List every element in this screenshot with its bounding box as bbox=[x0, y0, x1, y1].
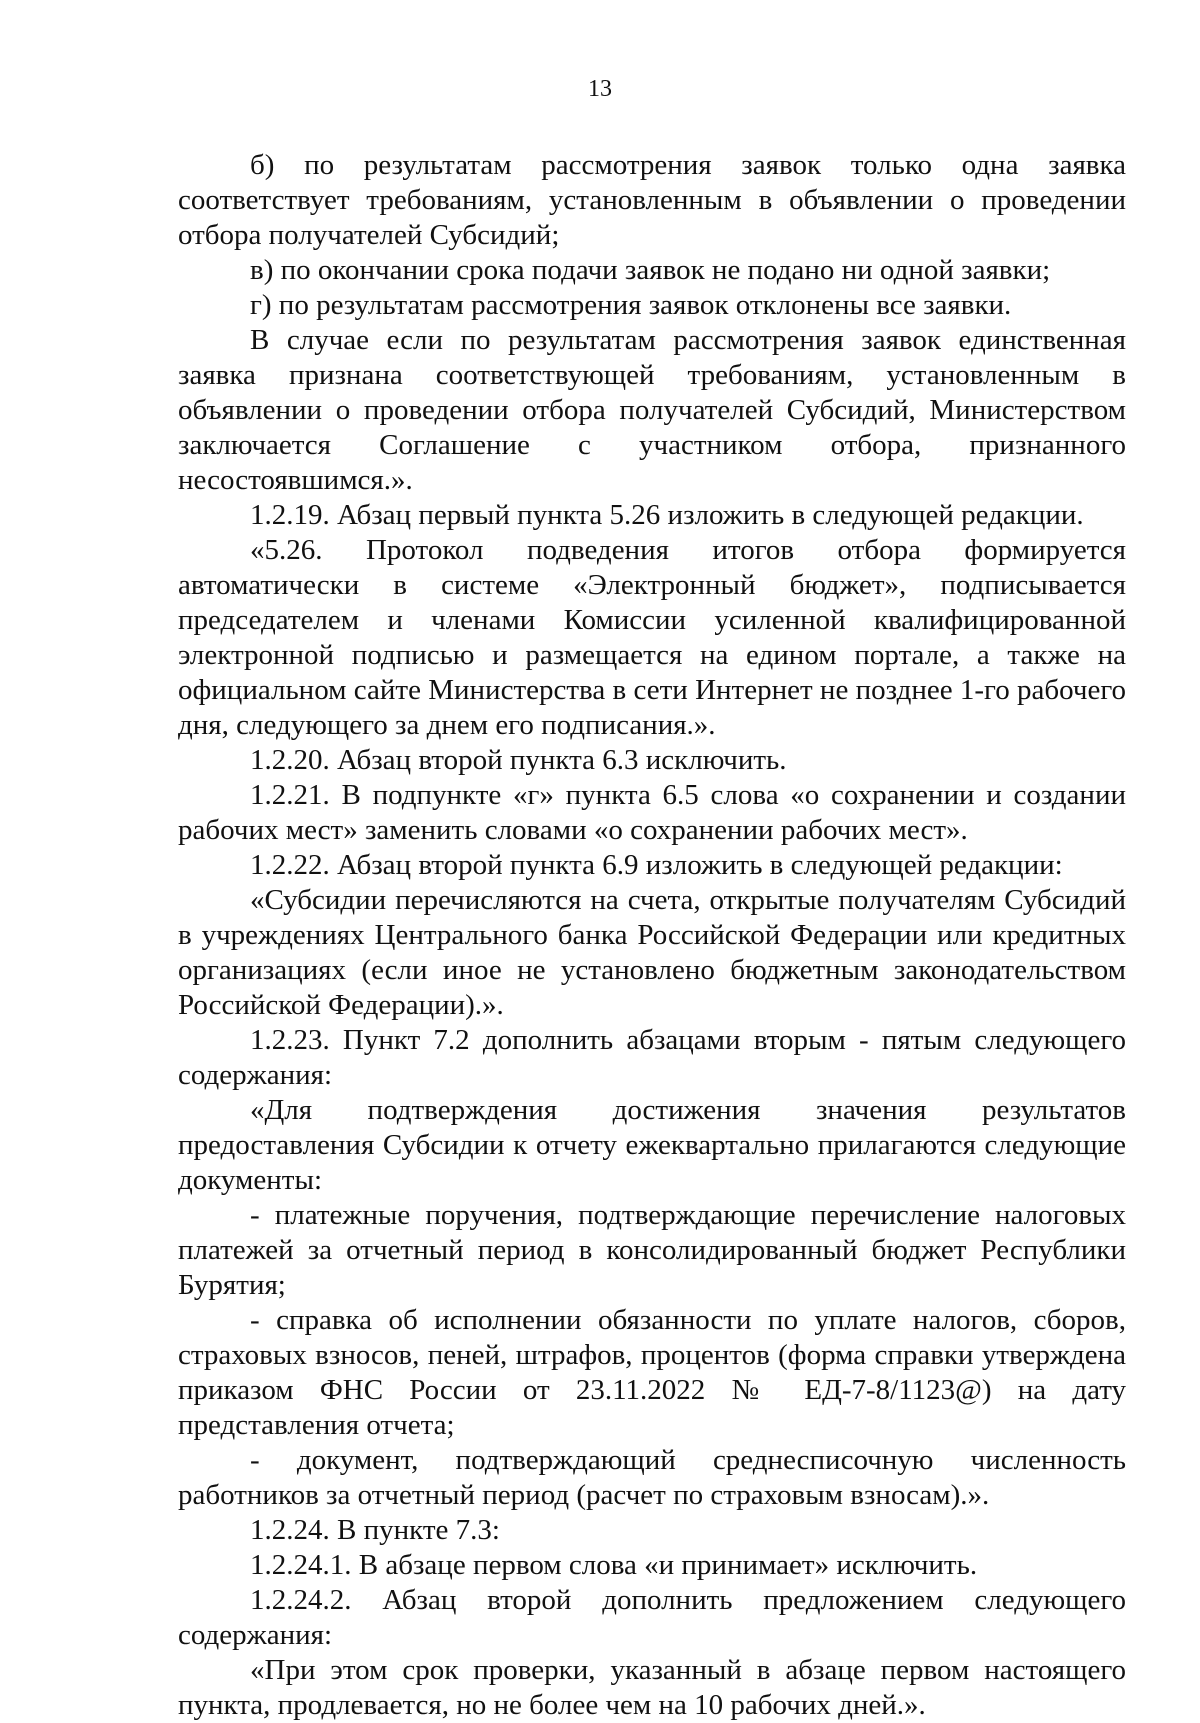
list-item-headcount-document: - документ, подтверждающий среднесписочную численность работников за отчетный период (расчет по страховым взносам).». bbox=[178, 1444, 1126, 1511]
paragraph-failed-selection: В случае если по результатам рассмотрения заявок единственная заявка признана соответствующей требованиям, установленным в объявлении о проведении отбора получателей Субсидий, Министерством заключается Соглашение с участником отбора, признанного несостоявшимся.». bbox=[178, 324, 1126, 496]
list-item-payment-orders: - платежные поручения, подтверждающие перечисление налоговых платежей за отчетный период в консолидированный бюджет Республики Бурятия; bbox=[178, 1199, 1126, 1301]
paragraph-1-2-19: 1.2.19. Абзац первый пункта 5.26 изложить в следующей редакции. bbox=[250, 499, 1084, 531]
paragraph-1-2-24-1: 1.2.24.1. В абзаце первом слова «и принимает» исключить. bbox=[250, 1549, 978, 1581]
paragraph-1-2-21: 1.2.21. В подпункте «г» пункта 6.5 слова «о сохранении и создании рабочих мест» заменить словами «о сохранении рабочих мест». bbox=[178, 779, 1126, 846]
paragraph-1-2-23: 1.2.23. Пункт 7.2 дополнить абзацами вторым - пятым следующего содержания: bbox=[178, 1024, 1126, 1091]
paragraph-1-2-20: 1.2.20. Абзац второй пункта 6.3 исключить. bbox=[250, 744, 787, 776]
paragraph-b: б) по результатам рассмотрения заявок только одна заявка соответствует требованиям, установленным в объявлении о проведении отбора получателей Субсидий; bbox=[178, 149, 1126, 251]
paragraph-verification-term-quote: «При этом срок проверки, указанный в абзаце первом настоящего пункта, продлевается, но не более чем на 10 рабочих дней.». bbox=[178, 1654, 1126, 1721]
paragraph-5-26-quote: «5.26. Протокол подведения итогов отбора формируется автоматически в системе «Электронный бюджет», подписывается председателем и членами Комиссии усиленной квалифицированной электронной подписью и размещается на едином портале, а также на официальном сайте Министерства в сети Интернет не позднее 1-го рабочего дня, следующего за днем его подписания.». bbox=[178, 534, 1126, 741]
list-item-tax-certificate: - справка об исполнении обязанности по уплате налогов, сборов, страховых взносов, пеней, штрафов, процентов (форма справки утверждена приказом ФНС России от 23.11.2022 № ЕД-7-8/1123@) на дату представления отчета; bbox=[178, 1304, 1126, 1441]
paragraph-confirmation-quote: «Для подтверждения достижения значения результатов предоставления Субсидии к отчету ежеквартально прилагаются следующие документы: bbox=[178, 1094, 1126, 1196]
paragraph-g: г) по результатам рассмотрения заявок отклонены все заявки. bbox=[250, 289, 1012, 321]
paragraph-v: в) по окончании срока подачи заявок не подано ни одной заявки; bbox=[250, 254, 1051, 286]
paragraph-subsidies-quote: «Субсидии перечисляются на счета, открытые получателям Субсидий в учреждениях Центрального банка Российской Федерации или кредитных организациях (если иное не установлено бюджетным законодательством Российской Федерации).». bbox=[178, 884, 1126, 1021]
paragraph-1-2-24-2: 1.2.24.2. Абзац второй дополнить предложением следующего содержания: bbox=[178, 1584, 1126, 1651]
paragraph-1-2-22: 1.2.22. Абзац второй пункта 6.9 изложить в следующей редакции: bbox=[250, 849, 1063, 881]
page-number: 13 bbox=[588, 76, 612, 102]
document-body bbox=[178, 148, 1126, 1723]
paragraph-1-2-24: 1.2.24. В пункте 7.3: bbox=[250, 1514, 500, 1546]
